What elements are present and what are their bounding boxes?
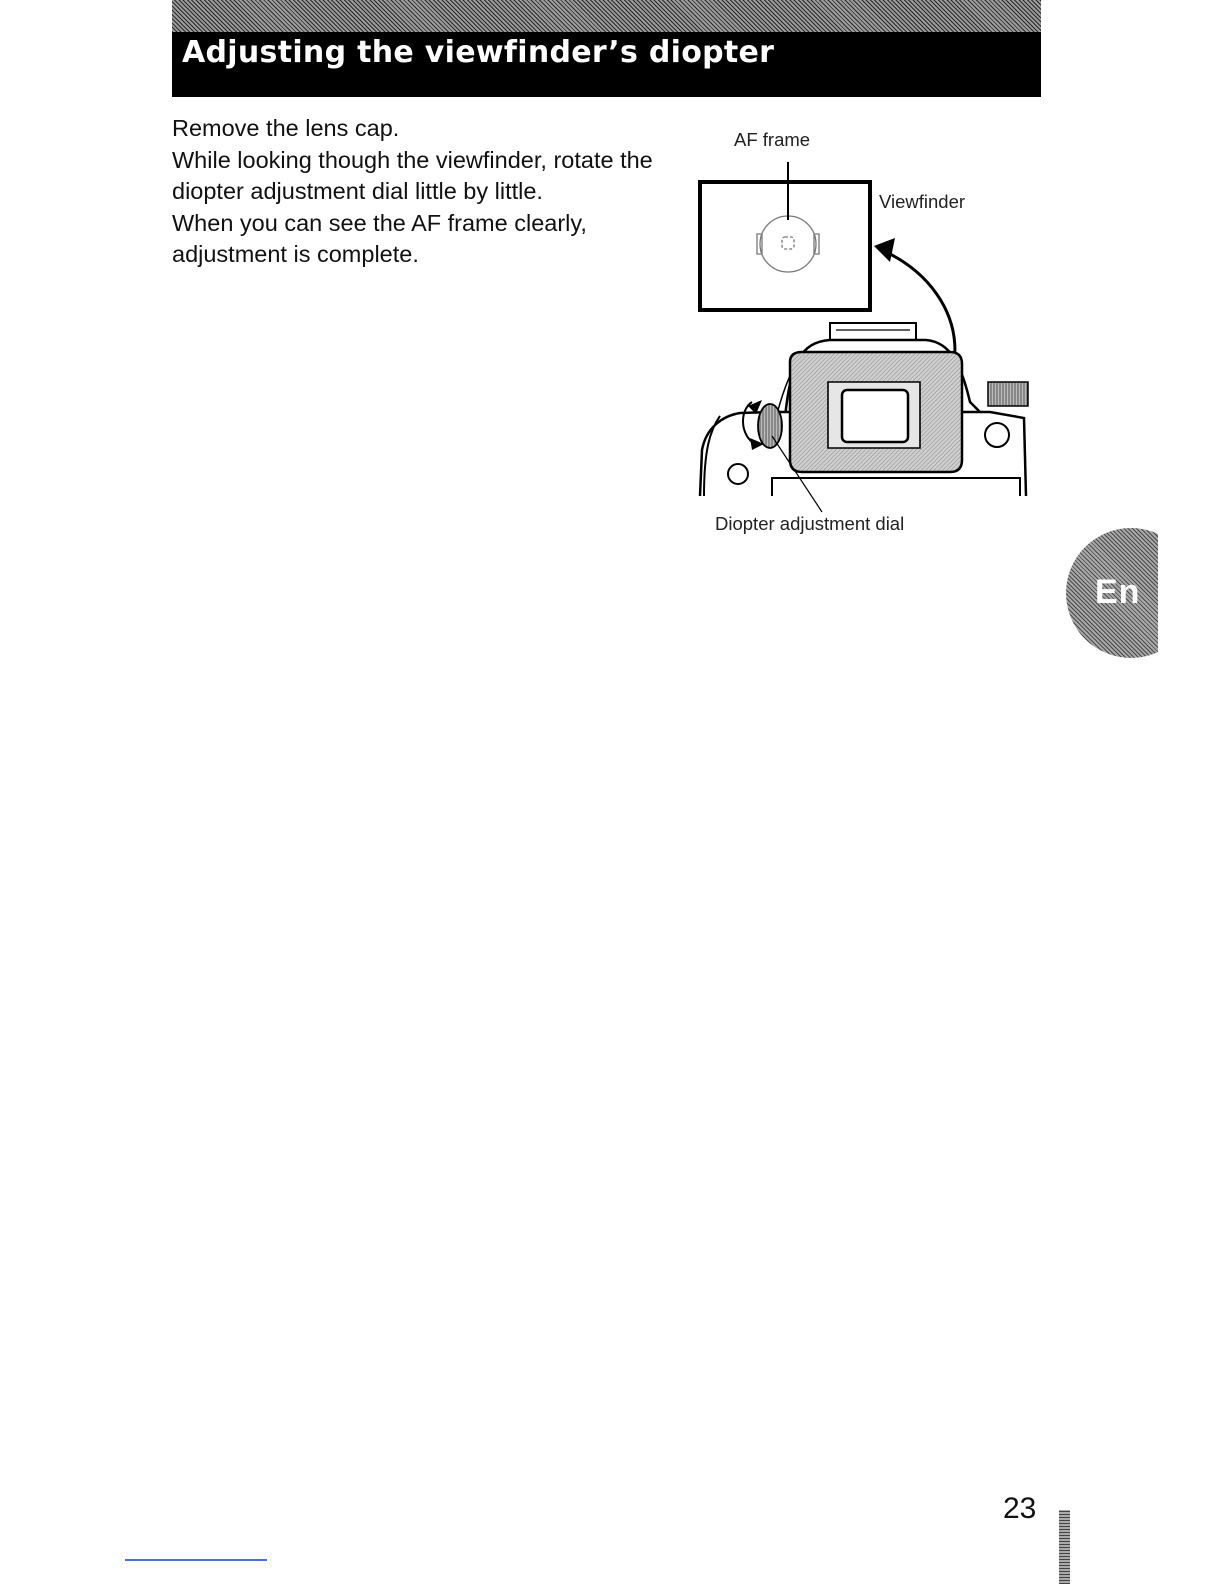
instruction-text: [172, 113, 672, 271]
af-frame-label: AF frame: [734, 129, 811, 150]
language-tab: [1066, 528, 1158, 658]
instruction-step-2: While looking though the viewfinder, rotate the diopter adjustment dial little by little.: [172, 146, 653, 204]
viewfinder-diagram: [690, 120, 1040, 540]
viewfinder-inset: [700, 162, 870, 310]
page-number: 23: [1003, 1492, 1037, 1525]
instruction-step-1: Remove the lens cap.: [172, 115, 400, 141]
page-edge-marker: [1059, 1510, 1070, 1584]
camera-body: [700, 323, 1028, 496]
camera-illustration: [690, 120, 1040, 540]
section-header: [172, 0, 1041, 97]
header-hatch-pattern: [172, 0, 1041, 32]
instruction-step-3: When you can see the AF frame clearly, adjustment is complete.: [172, 209, 587, 267]
footer-rule: [125, 1559, 267, 1561]
language-label: En: [1095, 573, 1141, 611]
diopter-dial-label: Diopter adjustment dial: [715, 513, 905, 534]
page-title: Adjusting the viewfinder’s diopter: [182, 35, 775, 70]
viewfinder-label: Viewfinder: [879, 191, 966, 212]
